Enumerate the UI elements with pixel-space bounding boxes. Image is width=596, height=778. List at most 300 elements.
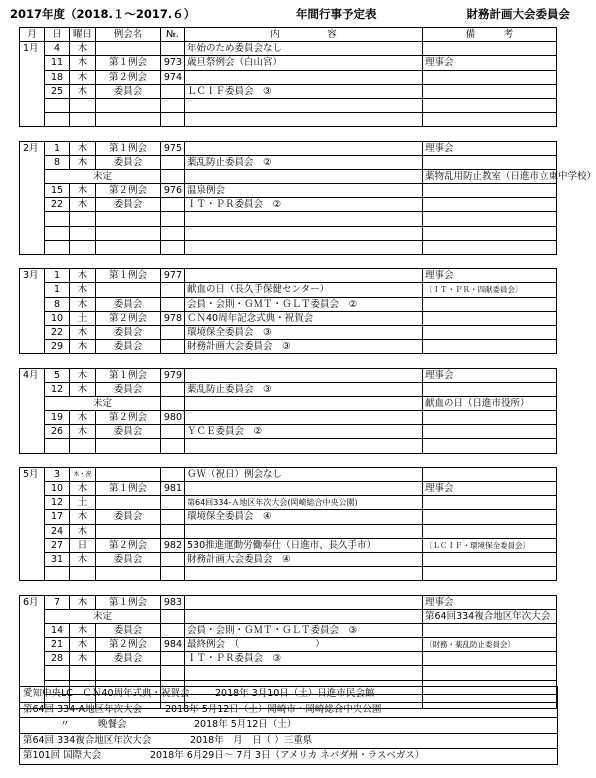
remarks-cell — [423, 567, 557, 581]
table-row — [20, 84, 557, 98]
column-header: 内 容 — [185, 28, 423, 42]
meeting-number-cell: 983 — [161, 595, 185, 609]
table-row — [20, 283, 557, 297]
meeting-number-cell: 976 — [161, 184, 185, 198]
remarks-cell — [423, 652, 557, 666]
meeting-number-cell: 974 — [161, 70, 185, 84]
remarks-cell — [423, 42, 557, 56]
table-row — [20, 269, 557, 283]
day-cell: 10 — [45, 311, 70, 325]
meeting-name-cell: 第２例会 — [96, 538, 161, 552]
weekday-cell: 木・祝 — [70, 467, 96, 481]
meeting-name-cell: 第１例会 — [96, 482, 161, 496]
meeting-name-cell: 第２例会 — [96, 638, 161, 652]
content-cell — [185, 269, 423, 283]
table-row — [20, 98, 557, 112]
table-row — [20, 325, 557, 339]
weekday-cell: 木 — [70, 411, 96, 425]
month-separator — [20, 453, 557, 467]
table-row — [20, 212, 557, 226]
remarks-cell: 〔財務・薬乱防止委員会〕 — [423, 638, 557, 652]
committee-name: 財務計画大会委員会 — [466, 7, 570, 21]
remarks-cell — [423, 496, 557, 510]
weekday-cell: 木 — [70, 510, 96, 524]
content-cell: 第64回334-Ａ地区年次大会(岡崎総合中央公園) — [185, 496, 423, 510]
content-cell: 薬乱防止委員会 ② — [185, 155, 423, 169]
footer-event-name: 愛知中央LC ＣＮ40周年式典・祝賀会 — [23, 688, 190, 699]
table-row — [20, 595, 557, 609]
weekday-cell — [70, 98, 96, 112]
footer-event-line — [20, 687, 557, 703]
footer-event-line — [20, 734, 557, 750]
meeting-number-cell: 979 — [161, 368, 185, 382]
table-row — [20, 425, 557, 439]
day-cell: 14 — [45, 623, 70, 637]
meeting-name-cell — [96, 283, 161, 297]
meeting-number-cell: 975 — [161, 141, 185, 155]
remarks-cell — [423, 198, 557, 212]
meeting-name-cell — [96, 524, 161, 538]
footer-event-line — [20, 718, 557, 734]
meeting-name-cell — [96, 467, 161, 481]
weekday-cell: 木 — [70, 297, 96, 311]
table-row — [20, 340, 557, 354]
content-cell: 歳旦祭例会（白山宮） — [185, 56, 423, 70]
day-cell: 28 — [45, 652, 70, 666]
remarks-cell — [423, 524, 557, 538]
meeting-name-cell: 第１例会 — [96, 368, 161, 382]
meeting-name-cell: 委員会 — [96, 425, 161, 439]
content-cell: 会員・会則・ＧＭＴ・ＧＬＴ委員会 ③ — [185, 623, 423, 637]
separator-cell — [20, 453, 557, 467]
month-separator — [20, 354, 557, 368]
day-cell — [45, 666, 70, 680]
month-cell: 3月 — [20, 269, 45, 354]
remarks-cell — [423, 425, 557, 439]
day-cell — [45, 113, 70, 127]
day-cell: 5 — [45, 368, 70, 382]
date-undecided-cell: 未定 — [45, 169, 161, 183]
day-cell: 22 — [45, 325, 70, 339]
content-cell: 献血の日（日進市役所） — [423, 396, 557, 410]
day-cell: 8 — [45, 297, 70, 311]
table-row — [20, 311, 557, 325]
weekday-cell — [70, 226, 96, 240]
meeting-number-cell — [161, 155, 185, 169]
remarks-cell: 〔ＩＴ・ＰＲ・四献委員会〕 — [423, 283, 557, 297]
meeting-name-cell — [96, 496, 161, 510]
remarks-cell: 理事会 — [423, 368, 557, 382]
month-separator — [20, 255, 557, 269]
meeting-number-cell — [161, 567, 185, 581]
footer-event-detail: 2018年 月 日（ ）三重県 — [190, 734, 313, 746]
meeting-number-cell — [161, 340, 185, 354]
content-cell — [185, 524, 423, 538]
meeting-name-cell — [96, 666, 161, 680]
meeting-name-cell — [96, 226, 161, 240]
meeting-number-cell — [161, 212, 185, 226]
weekday-cell: 木 — [70, 552, 96, 566]
weekday-cell: 木 — [70, 623, 96, 637]
meeting-name-cell — [96, 439, 161, 453]
month-cell: 1月 — [20, 42, 45, 127]
table-row — [20, 567, 557, 581]
separator-cell — [20, 127, 557, 141]
content-cell: 献血の日（長久手保健センター） — [185, 283, 423, 297]
remarks-cell — [423, 297, 557, 311]
content-cell: 環境保全委員会 ④ — [185, 510, 423, 524]
table-header-row — [20, 28, 557, 42]
table-row — [20, 439, 557, 453]
meeting-name-cell: 委員会 — [96, 297, 161, 311]
remarks-cell — [423, 212, 557, 226]
content-cell: ＬＣＩＦ委員会 ③ — [185, 84, 423, 98]
content-cell: 会員・会則・ＧＭＴ・ＧＬＴ委員会 ② — [185, 297, 423, 311]
day-cell — [45, 226, 70, 240]
column-header: 曜日 — [70, 28, 96, 42]
meeting-name-cell: 委員会 — [96, 623, 161, 637]
table-row — [20, 552, 557, 566]
content-cell: 最終例会 （ ） — [185, 638, 423, 652]
content-cell: ＩＴ・ＰＲ委員会 ② — [185, 198, 423, 212]
remarks-cell — [423, 467, 557, 481]
meeting-number-cell: 977 — [161, 269, 185, 283]
remarks-cell — [423, 340, 557, 354]
column-header: 日 — [45, 28, 70, 42]
remarks-cell — [423, 98, 557, 112]
meeting-number-cell — [161, 98, 185, 112]
meeting-number-cell — [161, 552, 185, 566]
day-cell: 7 — [45, 595, 70, 609]
remarks-cell — [423, 382, 557, 396]
table-row — [20, 382, 557, 396]
date-undecided-cell: 未定 — [45, 609, 161, 623]
meeting-number-cell — [161, 510, 185, 524]
table-row — [20, 467, 557, 481]
separator-cell — [20, 581, 557, 595]
day-cell: 15 — [45, 184, 70, 198]
meeting-number-cell — [161, 113, 185, 127]
day-cell: 4 — [45, 42, 70, 56]
weekday-cell: 木 — [70, 155, 96, 169]
table-row — [20, 297, 557, 311]
remarks-cell — [423, 439, 557, 453]
content-cell: 第64回334複合地区年次大会 — [423, 609, 557, 623]
column-header: 月 — [20, 28, 45, 42]
weekday-cell: 木 — [70, 482, 96, 496]
remarks-cell — [423, 184, 557, 198]
weekday-cell: 木 — [70, 638, 96, 652]
meeting-name-cell — [161, 396, 185, 410]
weekday-cell: 木 — [70, 325, 96, 339]
meeting-name-cell: 第２例会 — [96, 411, 161, 425]
day-cell: 22 — [45, 198, 70, 212]
meeting-name-cell: 委員会 — [96, 552, 161, 566]
day-cell: 21 — [45, 638, 70, 652]
table-row — [20, 496, 557, 510]
weekday-cell: 土 — [70, 311, 96, 325]
meeting-number-cell — [161, 652, 185, 666]
content-cell — [185, 212, 423, 226]
weekday-cell: 木 — [70, 198, 96, 212]
day-cell: 8 — [45, 155, 70, 169]
remarks-cell: 〔ＬＣＩＦ・環境保全委員会〕 — [423, 538, 557, 552]
day-cell: 24 — [45, 524, 70, 538]
meeting-name-cell: 第１例会 — [96, 56, 161, 70]
weekday-cell: 木 — [70, 283, 96, 297]
weekday-cell: 土 — [70, 496, 96, 510]
meeting-name-cell: 委員会 — [96, 84, 161, 98]
meeting-number-cell — [161, 425, 185, 439]
footer-event-detail: 2018年 5月12日（土）岡崎市・岡崎総合中央公園 — [165, 703, 382, 715]
content-cell — [185, 240, 423, 254]
table-row — [20, 411, 557, 425]
day-cell: 1 — [45, 283, 70, 297]
month-cell: 4月 — [20, 368, 45, 453]
day-cell — [45, 439, 70, 453]
remarks-cell — [423, 325, 557, 339]
weekday-cell: 木 — [70, 524, 96, 538]
content-cell — [185, 595, 423, 609]
meeting-name-cell — [96, 98, 161, 112]
meeting-name-cell: 委員会 — [96, 325, 161, 339]
day-cell: 26 — [45, 425, 70, 439]
footer-event-name: 〃 晩餐会 — [60, 719, 127, 730]
weekday-cell — [70, 666, 96, 680]
meeting-name-cell: 委員会 — [96, 155, 161, 169]
month-cell: 2月 — [20, 141, 45, 255]
content-cell: 530推進運動労働奉仕（日進市、長久手市） — [185, 538, 423, 552]
weekday-cell: 木 — [70, 425, 96, 439]
content-cell: 薬物乱用防止教室（日進市立東中学校） — [423, 169, 557, 183]
table-row — [20, 609, 557, 623]
meeting-name-cell: 委員会 — [96, 382, 161, 396]
remarks-cell: 理事会 — [423, 595, 557, 609]
day-cell: 17 — [45, 510, 70, 524]
table-row — [20, 240, 557, 254]
footer-events — [19, 686, 558, 765]
meeting-name-cell: 第１例会 — [96, 595, 161, 609]
content-cell — [185, 368, 423, 382]
meeting-name-cell — [96, 212, 161, 226]
content-cell — [185, 70, 423, 84]
meeting-name-cell: 委員会 — [96, 198, 161, 212]
meeting-number-cell — [185, 396, 423, 410]
weekday-cell: 木 — [70, 652, 96, 666]
content-cell: ＧＷ（祝日）例会なし — [185, 467, 423, 481]
table-row — [20, 226, 557, 240]
meeting-number-cell — [161, 467, 185, 481]
column-header: 備 考 — [423, 28, 557, 42]
month-separator — [20, 127, 557, 141]
table-row — [20, 184, 557, 198]
content-cell: 温泉例会 — [185, 184, 423, 198]
content-cell: 環境保全委員会 ③ — [185, 325, 423, 339]
content-cell — [185, 439, 423, 453]
remarks-cell — [423, 84, 557, 98]
remarks-cell — [423, 240, 557, 254]
table-row — [20, 169, 557, 183]
remarks-cell: 理事会 — [423, 56, 557, 70]
meeting-number-cell — [185, 169, 423, 183]
content-cell: 財務計画大会委員会 ③ — [185, 340, 423, 354]
table-row — [20, 623, 557, 637]
remarks-cell — [423, 155, 557, 169]
remarks-cell — [423, 113, 557, 127]
meeting-name-cell: 第２例会 — [96, 184, 161, 198]
weekday-cell — [70, 567, 96, 581]
schedule-title: 年間行事予定表 — [296, 7, 377, 21]
day-cell: 31 — [45, 552, 70, 566]
meeting-name-cell — [161, 169, 185, 183]
meeting-number-cell — [161, 496, 185, 510]
date-undecided-cell: 未定 — [45, 396, 161, 410]
content-cell: 年始のため委員会なし — [185, 42, 423, 56]
weekday-cell — [70, 439, 96, 453]
meeting-number-cell — [161, 382, 185, 396]
remarks-cell — [423, 510, 557, 524]
table-row — [20, 482, 557, 496]
month-separator — [20, 581, 557, 595]
meeting-number-cell — [161, 325, 185, 339]
meeting-number-cell — [161, 297, 185, 311]
weekday-cell — [70, 113, 96, 127]
footer-event-line — [20, 749, 557, 765]
content-cell: ＹＣＥ委員会 ② — [185, 425, 423, 439]
table-row — [20, 396, 557, 410]
weekday-cell: 日 — [70, 538, 96, 552]
meeting-number-cell — [161, 524, 185, 538]
weekday-cell: 木 — [70, 70, 96, 84]
meeting-name-cell — [96, 567, 161, 581]
day-cell — [45, 240, 70, 254]
table-row — [20, 42, 557, 56]
content-cell — [185, 113, 423, 127]
month-cell: 5月 — [20, 467, 45, 581]
remarks-cell — [423, 666, 557, 680]
footer-event-name: 第101回 国際大会 — [23, 750, 102, 761]
weekday-cell — [70, 240, 96, 254]
table-row — [20, 56, 557, 70]
meeting-number-cell: 981 — [161, 482, 185, 496]
content-cell — [185, 567, 423, 581]
meeting-name-cell — [96, 113, 161, 127]
meeting-number-cell — [161, 198, 185, 212]
remarks-cell — [423, 623, 557, 637]
content-cell — [185, 98, 423, 112]
meeting-number-cell — [161, 439, 185, 453]
schedule-table — [19, 27, 596, 709]
meeting-name-cell: 委員会 — [96, 340, 161, 354]
table-row — [20, 666, 557, 680]
meeting-number-cell: 982 — [161, 538, 185, 552]
weekday-cell: 木 — [70, 269, 96, 283]
meeting-name-cell: 第１例会 — [96, 269, 161, 283]
table-row — [20, 538, 557, 552]
day-cell: 27 — [45, 538, 70, 552]
table-row — [20, 113, 557, 127]
meeting-name-cell: 第２例会 — [96, 70, 161, 84]
meeting-number-cell — [161, 84, 185, 98]
column-header: 例会名 — [96, 28, 161, 42]
remarks-cell: 理事会 — [423, 482, 557, 496]
table-row — [20, 510, 557, 524]
page-header — [10, 6, 570, 22]
weekday-cell: 木 — [70, 42, 96, 56]
day-cell: 1 — [45, 141, 70, 155]
remarks-cell: 理事会 — [423, 141, 557, 155]
footer-event-detail: 2018年 6月29日～ 7月 3日（アメリカ ネバダ州・ラスベガス） — [150, 750, 425, 761]
content-cell — [185, 226, 423, 240]
weekday-cell: 木 — [70, 184, 96, 198]
weekday-cell: 木 — [70, 340, 96, 354]
content-cell — [185, 666, 423, 680]
meeting-number-cell: 980 — [161, 411, 185, 425]
day-cell: 11 — [45, 56, 70, 70]
day-cell: 12 — [45, 496, 70, 510]
content-cell: ＣＮ40周年記念式典・祝賀会 — [185, 311, 423, 325]
day-cell: 18 — [45, 70, 70, 84]
meeting-name-cell: 第１例会 — [96, 141, 161, 155]
meeting-number-cell — [161, 226, 185, 240]
table-row — [20, 155, 557, 169]
meeting-number-cell — [185, 609, 423, 623]
content-cell — [185, 411, 423, 425]
fiscal-period-title: 2017年度（2018.１～2017.６） — [10, 7, 196, 21]
content-cell — [185, 482, 423, 496]
remarks-cell — [423, 70, 557, 84]
meeting-number-cell — [161, 666, 185, 680]
day-cell: 25 — [45, 84, 70, 98]
day-cell: 12 — [45, 382, 70, 396]
meeting-name-cell — [96, 42, 161, 56]
remarks-cell — [423, 226, 557, 240]
day-cell: 3 — [45, 467, 70, 481]
day-cell — [45, 567, 70, 581]
meeting-number-cell — [161, 283, 185, 297]
day-cell: 10 — [45, 482, 70, 496]
weekday-cell: 木 — [70, 382, 96, 396]
meeting-number-cell — [161, 42, 185, 56]
content-cell: 薬乱防止委員会 ③ — [185, 382, 423, 396]
footer-event-detail: 2018年 5月12日（土） — [194, 719, 297, 730]
day-cell: 29 — [45, 340, 70, 354]
remarks-cell — [423, 311, 557, 325]
day-cell — [45, 98, 70, 112]
meeting-number-cell: 978 — [161, 311, 185, 325]
footer-event-name: 第64回 334複合地区年次大会 — [23, 734, 152, 746]
weekday-cell: 木 — [70, 84, 96, 98]
weekday-cell: 木 — [70, 56, 96, 70]
day-cell: 1 — [45, 269, 70, 283]
meeting-number-cell — [161, 240, 185, 254]
meeting-number-cell: 973 — [161, 56, 185, 70]
meeting-name-cell — [96, 240, 161, 254]
weekday-cell: 木 — [70, 595, 96, 609]
footer-event-name: 第64回 334-A地区年次大会 — [23, 703, 143, 715]
footer-event-detail: 2018年 3月10日（土）日進市民会館 — [215, 688, 375, 699]
month-cell: 6月 — [20, 595, 45, 709]
remarks-cell — [423, 552, 557, 566]
meeting-number-cell: 984 — [161, 638, 185, 652]
table-row — [20, 652, 557, 666]
separator-cell — [20, 354, 557, 368]
day-cell — [45, 212, 70, 226]
meeting-number-cell — [161, 623, 185, 637]
remarks-cell: 理事会 — [423, 269, 557, 283]
footer-event-line — [20, 703, 557, 719]
table-row — [20, 198, 557, 212]
